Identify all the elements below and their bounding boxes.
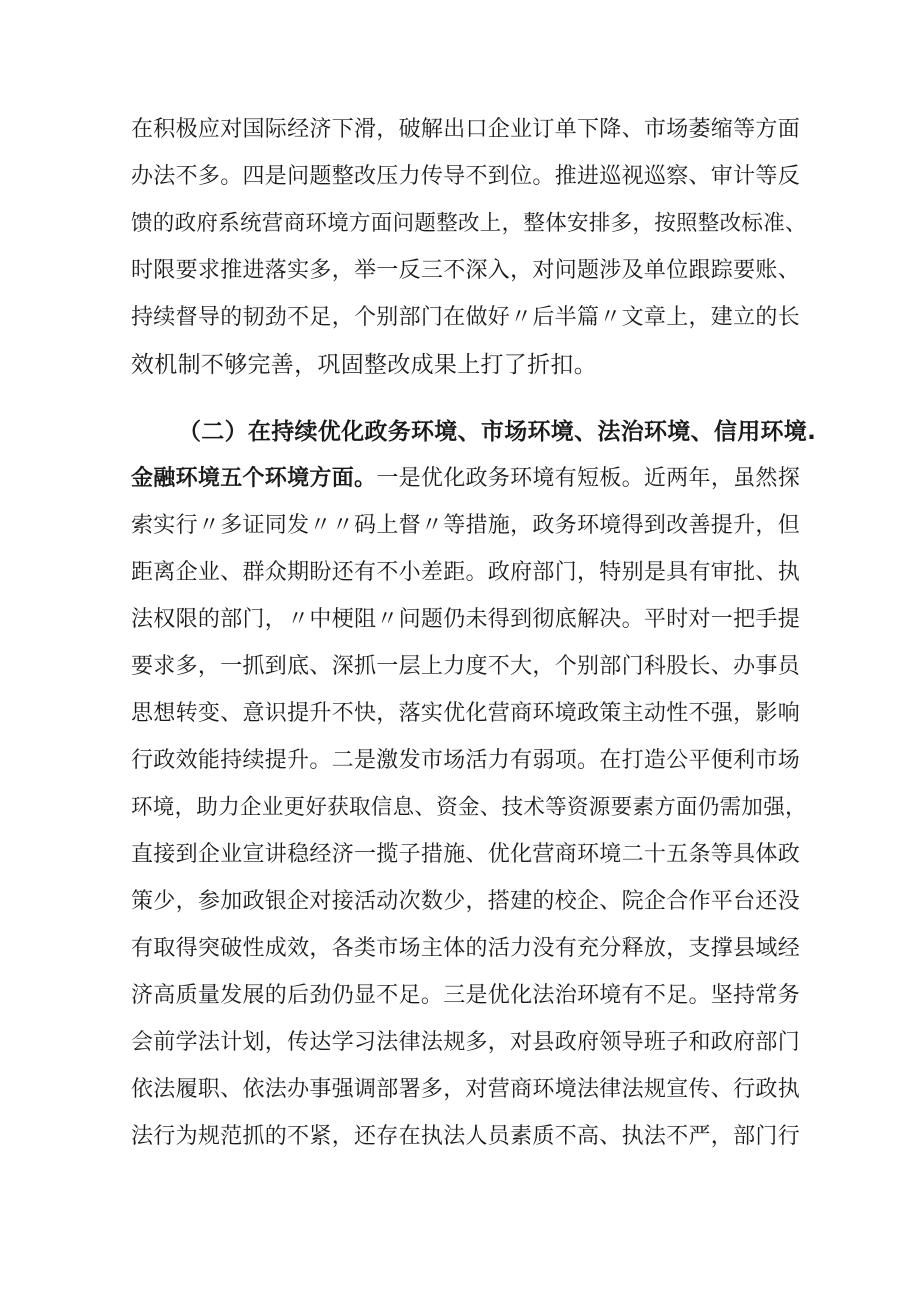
paragraph1-line-1: 在积极应对国际经济下滑，破解出口企业订单下降、市场萎缩等方面 [131, 117, 801, 142]
paragraph2-line-7: 环境，助力企业更好获取信息、资金、技术等资源要素方面仍需加强， [131, 795, 807, 820]
section-heading-line-2-rest: 一是优化政务环境有短板。近两年，虽然探 [376, 466, 801, 491]
paragraph2-line-2: 距离企业、群众期盼还有不小差距。政府部门，特别是具有审批、执 [131, 560, 801, 585]
paragraph1-line-3: 馈的政府系统营商环境方面问题整改上，整体安排多，按照整改标准、 [131, 211, 807, 236]
paragraph2-line-13: 依法履职、依法办事强调部署多，对营商环境法律法规宣传、行政执 [131, 1077, 801, 1102]
paragraph2-line-14: 法行为规范抓的不紧，还存在执法人员素质不高、执法不严，部门行 [131, 1124, 801, 1149]
paragraph1-line-2: 办法不多。四是问题整改压力传导不到位。推进巡视巡察、审计等反 [131, 164, 801, 189]
section-heading-line-1: （二）在持续优化政务环境、市场环境、法治环境、信用环境. [178, 419, 817, 445]
paragraph2-line-8: 直接到企业宣讲稳经济一揽子措施、优化营商环境二十五条等具体政 [131, 842, 801, 867]
paragraph2-line-6: 行政效能持续提升。二是激发市场活力有弱项。在打造公平便利市场 [131, 748, 801, 773]
paragraph1-line-4: 时限要求推进落实多，举一反三不深入，对问题涉及单位跟踪要账、 [131, 258, 801, 283]
paragraph2-line-10: 有取得突破性成效，各类市场主体的活力没有充分释放，支撑县域经 [131, 936, 801, 961]
paragraph2-line-3: 法权限的部门，〃中梗阻〃问题仍未得到彻底解决。平时对一把手提 [131, 607, 801, 632]
paragraph2-line-11: 济高质量发展的后劲仍显不足。三是优化法治环境有不足。坚持常务 [131, 983, 801, 1008]
paragraph2-line-5: 思想转变、意识提升不快，落实优化营商环境政策主动性不强，影响 [131, 701, 801, 726]
paragraph1-line-6: 效机制不够完善，巩固整改成果上打了折扣。 [131, 352, 597, 378]
paragraph1-line-5: 持续督导的韧劲不足，个别部门在做好〃后半篇〃文章上，建立的长 [131, 305, 801, 330]
paragraph2-line-12: 会前学法计划，传达学习法律法规多，对县政府领导班子和政府部门 [131, 1030, 801, 1055]
paragraph2-line-9: 策少，参加政银企对接活动次数少，搭建的校企、院企合作平台还没 [131, 889, 801, 914]
paragraph2-line-4: 要求多，一抓到底、深抓一层上力度不大，个别部门科股长、办事员 [131, 654, 801, 679]
section-heading-line-2 [131, 459, 811, 499]
section-heading-bold-tail: 金融环境五个环境方面。 [131, 466, 377, 491]
paragraph2-line-1: 索实行〃多证同发〃〃码上督〃等措施，政务环境得到改善提升，但 [131, 513, 801, 538]
